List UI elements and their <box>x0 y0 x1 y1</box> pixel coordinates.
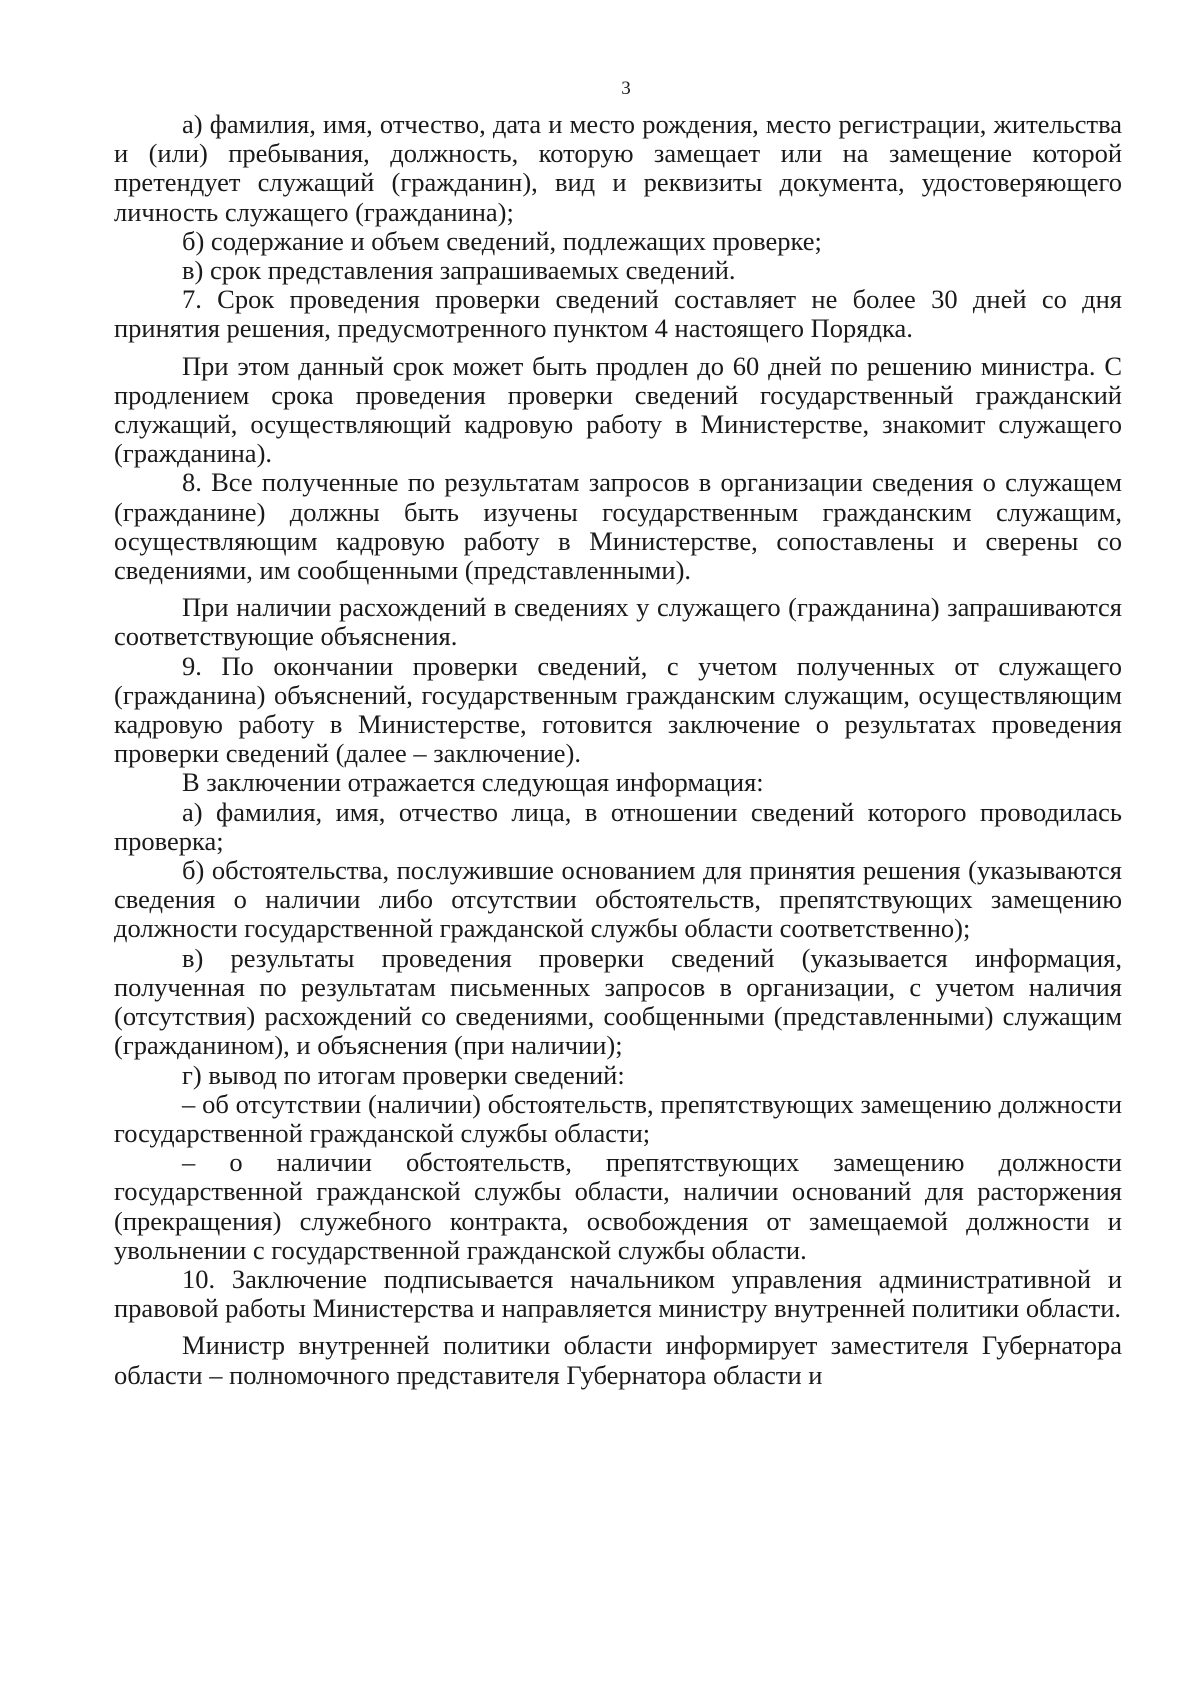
document-page <box>114 78 1122 1390</box>
paragraph-9-conclusion-contents: В заключении отражается следующая информация: <box>182 767 764 798</box>
paragraph-1a-personal-data: а) фамилия, имя, отчество, дата и место рождения, место регистрации, жительства и (или) пребывания, должность, которую замещает или на замещение которой претендует служащий (гражданин), вид и реквизиты документа, удостоверяющего личность служащего (гражданина); <box>114 109 1122 227</box>
paragraph-10-signing: 10. Заключение подписывается начальником управления административной и правовой работы Министерства и направляется министру внутренней политики области. <box>114 1263 1122 1324</box>
paragraph-minister-informs: Министр внутренней политики области информирует заместителя Губернатора области – полномочного представителя Губернатора области и <box>114 1330 1122 1390</box>
paragraph-8-results-review: 8. Все полученные по результатам запросов в организации сведения о служащем (гражданине) должны быть изучены государственным гражданским служащим, осуществляющим кадровую работу в Министерстве, сопоставлены и сверены со сведениями, им сообщенными (представленными). <box>114 467 1122 586</box>
paragraph-1b-content-volume: б) содержание и объем сведений, подлежащих проверке; <box>182 225 822 256</box>
page-number: 3 <box>621 78 631 99</box>
paragraph-9b-circumstances: б) обстоятельства, послужившие основанием для принятия решения (указываются сведения о наличии либо отсутствии обстоятельств, препятствующих замещению должности государственной гражданской службы области соответственно); <box>114 855 1122 944</box>
paragraph-7-extension: При этом данный срок может быть продлен до 60 дней по решению министра. С продлением срока проведения проверки сведений государственный гражданский служащий, осуществляющий кадровую работу в Министерстве, знакомит служащего (гражданина). <box>114 350 1122 469</box>
paragraph-7-check-term: 7. Срок проведения проверки сведений составляет не более 30 дней со дня принятия решения, предусмотренного пунктом 4 настоящего Порядка. <box>114 284 1122 344</box>
paragraph-9d-absence-dash: – об отсутствии (наличии) обстоятельств, препятствующих замещению должности государственной гражданской службы области; <box>114 1088 1122 1148</box>
paragraph-8-discrepancies: При наличии расхождений в сведениях у служащего (гражданина) запрашиваются соответствующие объяснения. <box>114 592 1122 652</box>
paragraph-9a-person-name: а) фамилия, имя, отчество лица, в отношении сведений которого проводилась проверка; <box>114 796 1122 856</box>
paragraph-9d-findings: г) вывод по итогам проверки сведений: <box>182 1059 625 1090</box>
paragraph-1c-deadline: в) срок представления запрашиваемых сведений. <box>182 255 736 286</box>
paragraph-9d-presence-dash: – о наличии обстоятельств, препятствующих замещению должности государственной гражданской службы области, наличии оснований для расторжения (прекращения) служебного контракта, освобождения от замещаемой должности и увольнении с государственной гражданской службы области. <box>114 1147 1122 1265</box>
paragraph-9c-check-results: в) результаты проведения проверки сведений (указывается информация, полученная по результатам письменных запросов в организации, с учетом наличия (отсутствия) расхождений со сведениями, сообщенными (представленными) служащим (гражданином), и объяснения (при наличии); <box>114 942 1122 1061</box>
paragraph-9-conclusion-prepared: 9. По окончании проверки сведений, с учетом полученных от служащего (гражданина) объяснений, государственным гражданским служащим, осуществляющим кадровую работу в Министерстве, готовится заключение о результатах проведения проверки сведений (далее – заключение). <box>114 650 1122 769</box>
